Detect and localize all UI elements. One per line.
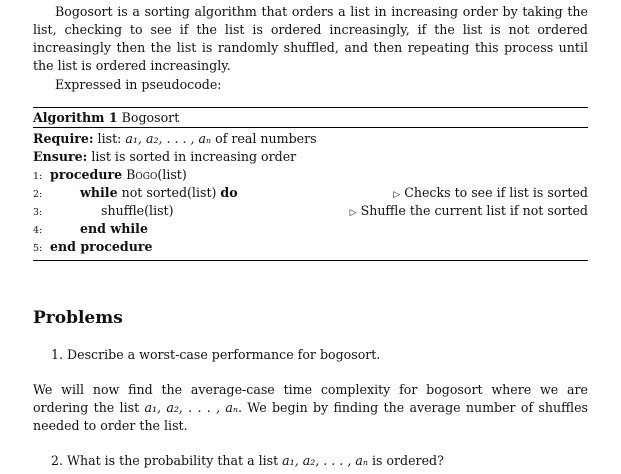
require-label: Require: [33, 131, 94, 146]
question-1: 1. Describe a worst-case performance for bogosort. [51, 347, 381, 362]
algorithm-line-1 [33, 166, 588, 184]
intro-paragraph: Bogosort is a sorting algorithm that orders a list in increasing order by taking the list, checking to see if the list is ordered increasingly, if the list is not ordered increasingly then the list is randomly shuffled, and then repeating this process until the list is ordered increasingly. [33, 4, 588, 73]
algorithm-line-3 [33, 202, 588, 220]
algorithm-ensure [33, 148, 588, 166]
ensure-text: list is sorted in increasing order [91, 149, 297, 164]
algorithm-caption-name: Bogosort [121, 110, 180, 125]
line-number: 4: [33, 225, 43, 236]
document-page [33, 0, 588, 470]
algorithm-body [33, 128, 588, 260]
question-2 [51, 452, 588, 470]
while-keyword: while [80, 185, 118, 200]
paragraph-part-a: We will now find the average-case time complexity for bogosort where we are ordering the list [33, 382, 588, 415]
paragraph-part-b: . We begin by finding the average number of shuffles needed to order the list. [33, 400, 588, 433]
require-prefix: list: [97, 131, 126, 146]
question-2-part-a: 2. What is the probability that a list [51, 453, 283, 468]
shuffle-call: shuffle(list) [101, 203, 174, 218]
section-heading: Problems [33, 308, 123, 328]
algorithm-caption-label: Algorithm 1 [33, 110, 118, 125]
algorithm-line-2 [33, 184, 588, 202]
procedure-args: (list) [157, 167, 187, 182]
comment-line-3 [350, 202, 588, 222]
end-procedure-keyword: end procedure [50, 239, 153, 254]
algorithm-require [33, 130, 588, 148]
average-case-paragraph [33, 381, 588, 435]
comment-text: Shuffle the current list if not sorted [360, 203, 588, 218]
paragraph-sequence: a₁, a₂, . . . , aₙ [144, 400, 238, 415]
procedure-name: Bogo [126, 167, 158, 182]
algorithm-line-4 [33, 220, 588, 238]
require-suffix: of real numbers [211, 131, 317, 146]
line-number: 2: [33, 189, 43, 200]
algorithm-line-5 [33, 238, 588, 256]
end-while-keyword: end while [80, 221, 148, 236]
line-number: 1: [33, 171, 43, 182]
require-sequence: a₁, a₂, . . . , aₙ [125, 131, 212, 146]
question-2-part-b: is ordered? [367, 453, 444, 468]
line-number: 5: [33, 243, 43, 254]
question-2-sequence: a₁, a₂, . . . , aₙ [282, 453, 368, 468]
algorithm-block [33, 107, 588, 261]
comment-text: Checks to see if list is sorted [404, 185, 588, 200]
procedure-keyword: procedure [50, 167, 123, 182]
do-keyword: do [220, 185, 238, 200]
comment-triangle-icon: ▷ [349, 208, 357, 218]
comment-line-2 [393, 184, 588, 204]
pseudocode-lead: Expressed in pseudocode: [55, 77, 222, 92]
comment-triangle-icon: ▷ [393, 190, 401, 200]
while-condition: not sorted(list) [117, 185, 221, 200]
algorithm-caption [33, 108, 588, 128]
ensure-label: Ensure: [33, 149, 88, 164]
line-number: 3: [33, 207, 43, 218]
